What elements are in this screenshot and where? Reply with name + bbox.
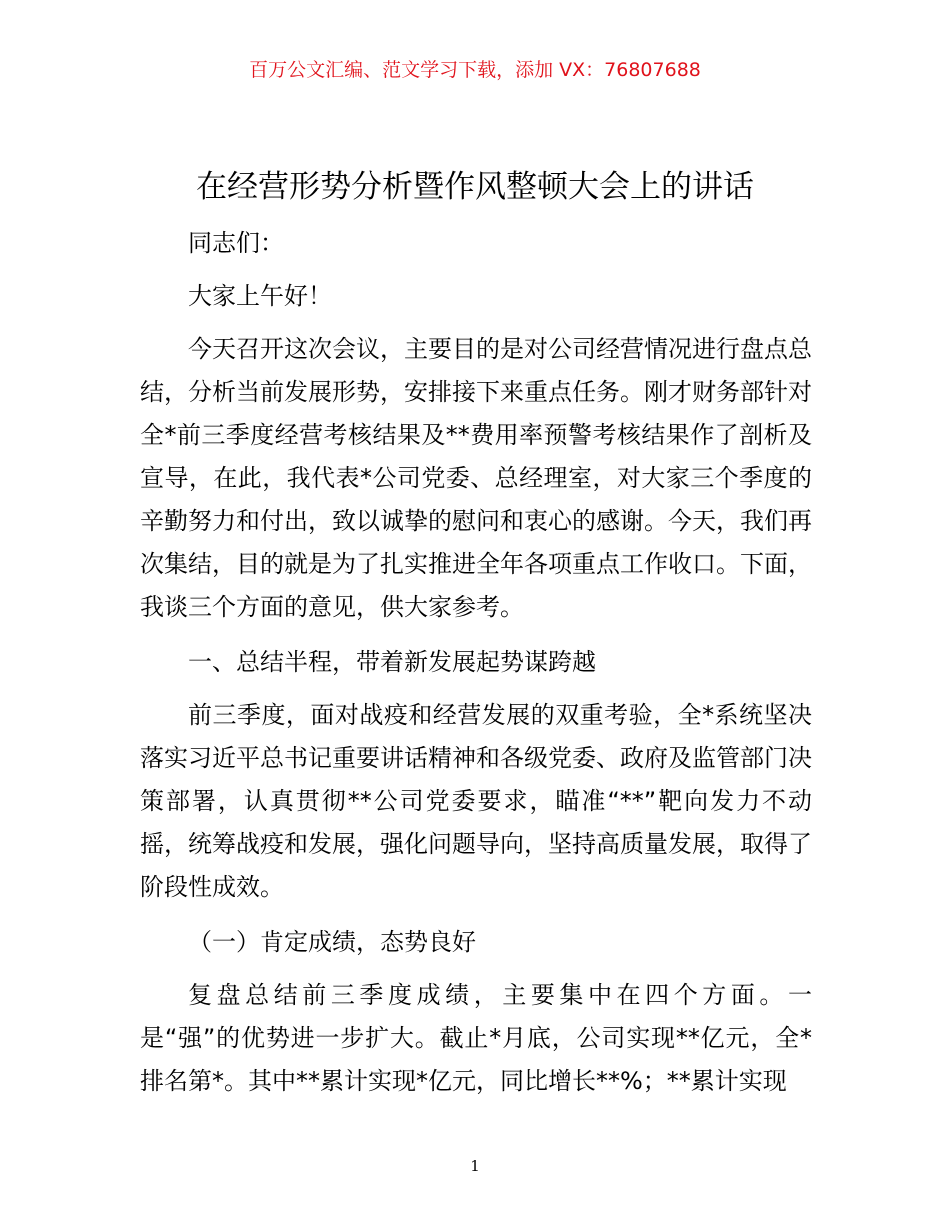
subsection-paragraph: 复盘总结前三季度成绩，主要集中在四个方面。一是“强”的优势进一步扩大。截止*月底，公司实现**亿元，全*排名第*。其中**累计实现*亿元，同比增长**%；**累计实现: [140, 981, 812, 1095]
section-paragraph: 前三季度，面对战疫和经营发展的双重考验，全*系统坚决落实习近平总书记重要讲话精神和各级党委、政府及监管部门决策部署，认真贯彻**公司党委要求，瞄准“**”靶向发力不动摇，统筹战疫和发展，强化问题导向，坚持高质量发展，取得了阶段性成效。: [140, 701, 812, 901]
intro-paragraph: 今天召开这次会议，主要目的是对公司经营情况进行盘点总结，分析当前发展形势，安排接下来重点任务。刚才财务部针对全*前三季度经营考核结果及**费用率预警考核结果作了剖析及宣导，在此，我代表*公司党委、总经理室，对大家三个季度的辛勤努力和付出，致以诚挚的慰问和衷心的感谢。今天，我们再次集结，目的就是为了扎实推进全年各项重点工作收口。下面，我谈三个方面的意见，供大家参考。: [140, 335, 812, 621]
document-title: 在经营形势分析暨作风整顿大会上的讲话: [196, 169, 754, 205]
salutation: 同志们：: [188, 229, 284, 257]
section-heading: 一、总结半程，带着新发展起势谋跨越: [188, 648, 596, 676]
greeting: 大家上午好！: [188, 282, 332, 310]
page-number: 1: [470, 1157, 480, 1175]
header-banner: 百万公文汇编、范文学习下载，添加 VX：76807688: [249, 59, 701, 81]
subsection-heading: （一）肯定成绩，态势良好: [188, 928, 476, 956]
document-body: [140, 222, 812, 1103]
